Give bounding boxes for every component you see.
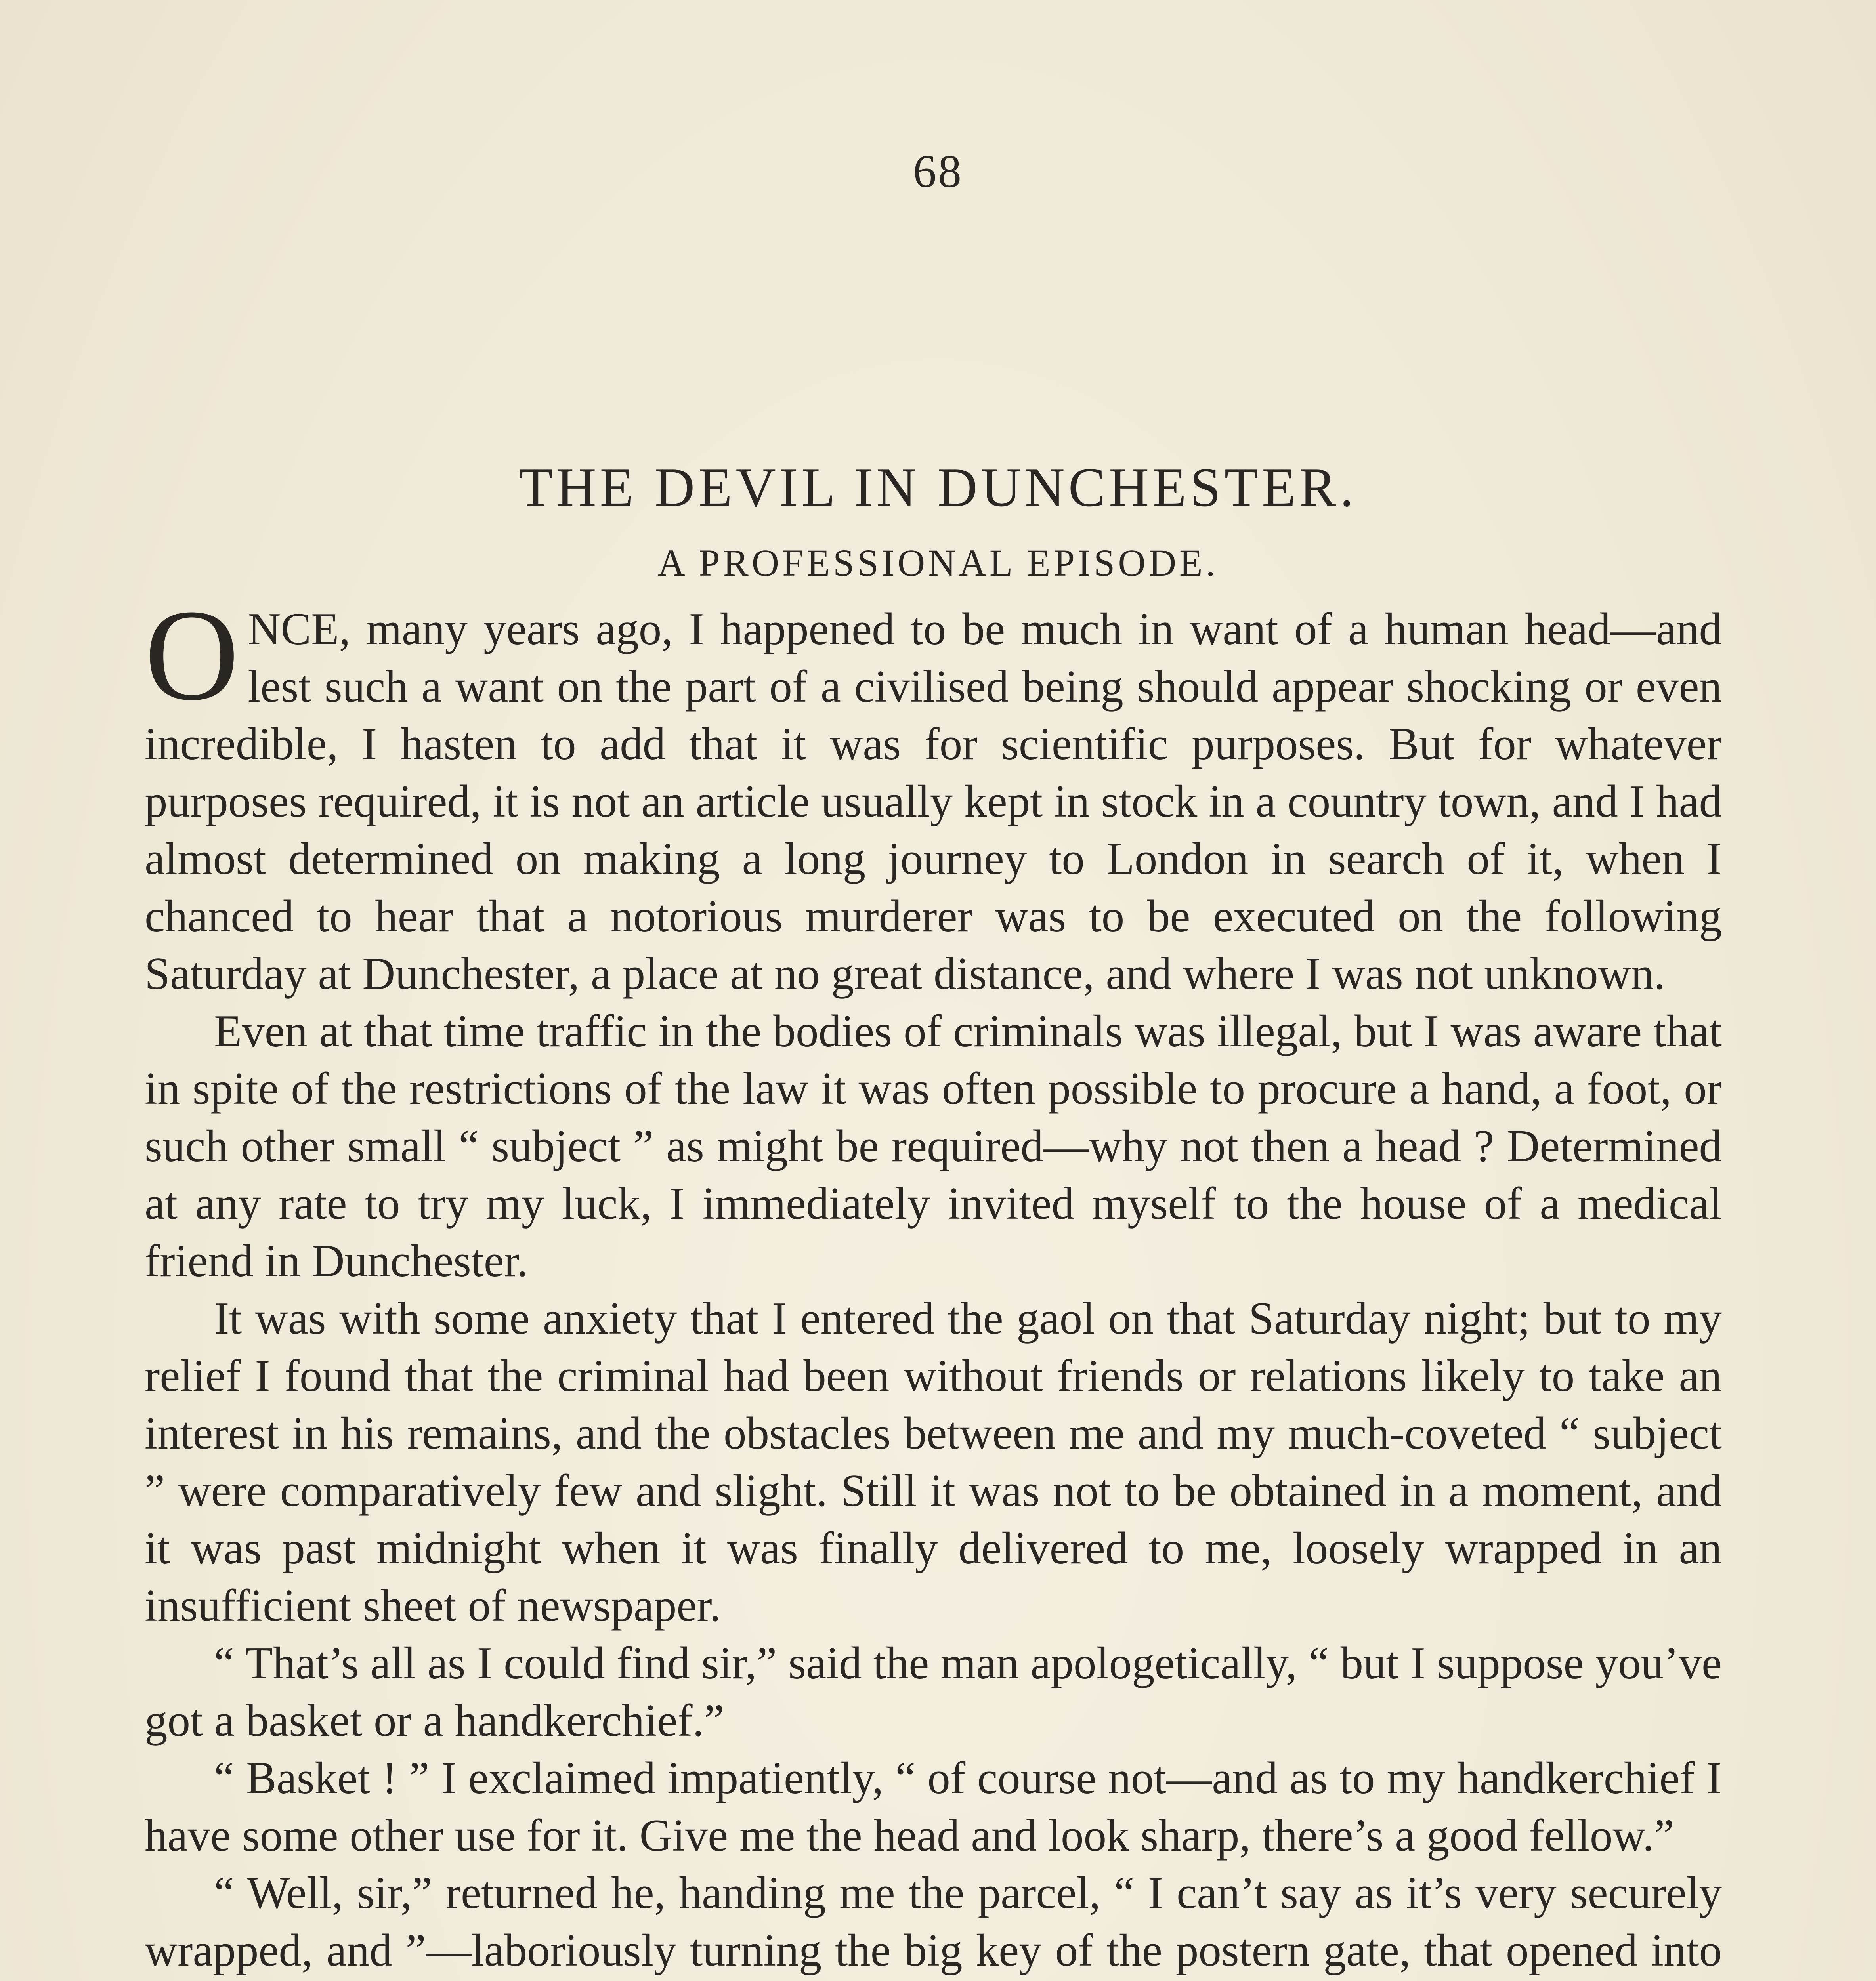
- paragraph: It was with some anxiety that I entered the gaol on that Saturday night; but to my relief I found that the criminal had been without friends or relations likely to take an interest in his remains, and the obstacles between me and my much-coveted “ subject ” were comparatively few and slight. Still it was not to be obtained in a moment, and it was past midnight when it was finally delivered to me, loosely wrapped in an insufficient sheet of newspaper.: [145, 1293, 1722, 1631]
- drop-cap: O: [145, 583, 239, 727]
- page-number: 68: [913, 145, 963, 197]
- story-subtitle: A PROFESSIONAL EPISODE.: [657, 542, 1219, 584]
- paragraph: “ Well, sir,” returned he, handing me the parcel, “ I can’t say as it’s very securely wrapped, and ”—laboriously turning the big key of the postern gate, that opened into: [145, 1868, 1722, 1975]
- paragraph: [145, 583, 1722, 1002]
- story-body: [145, 583, 1722, 1981]
- paragraph-text: NCE, many years ago, I happened to be much in want of a human head—and lest such a want on the part of a civilised being should appear shocking or even incredible, I hasten to add that it was for scientific purposes. But for whatever purposes required, it is not an article usually kept in stock in a country town, and I had almost determined on making a long journey to London in search of it, when I chanced to hear that a notorious murderer was to be executed on the following Saturday at Dunchester, a place at no great distance, and where I was not unknown.: [145, 604, 1722, 999]
- paragraph: “ Basket ! ” I exclaimed impatiently, “ of course not—and as to my handkerchief I have some other use for it. Give me the head and look sharp, there’s a good fellow.”: [145, 1753, 1722, 1861]
- paragraph: “ That’s all as I could find sir,” said the man apologetically, “ but I suppose you’ve got a basket or a handkerchief.”: [145, 1638, 1722, 1746]
- paragraph: Even at that time traffic in the bodies of criminals was illegal, but I was aware that in spite of the restrictions of the law it was often possible to procure a hand, a foot, or such other small “ subject ” as might be required—why not then a head ? Determined at any rate to try my luck, I immediately invited myself to the house of a medical friend in Dunchester.: [145, 1006, 1722, 1286]
- story-title: THE DEVIL IN DUNCHESTER.: [518, 457, 1358, 518]
